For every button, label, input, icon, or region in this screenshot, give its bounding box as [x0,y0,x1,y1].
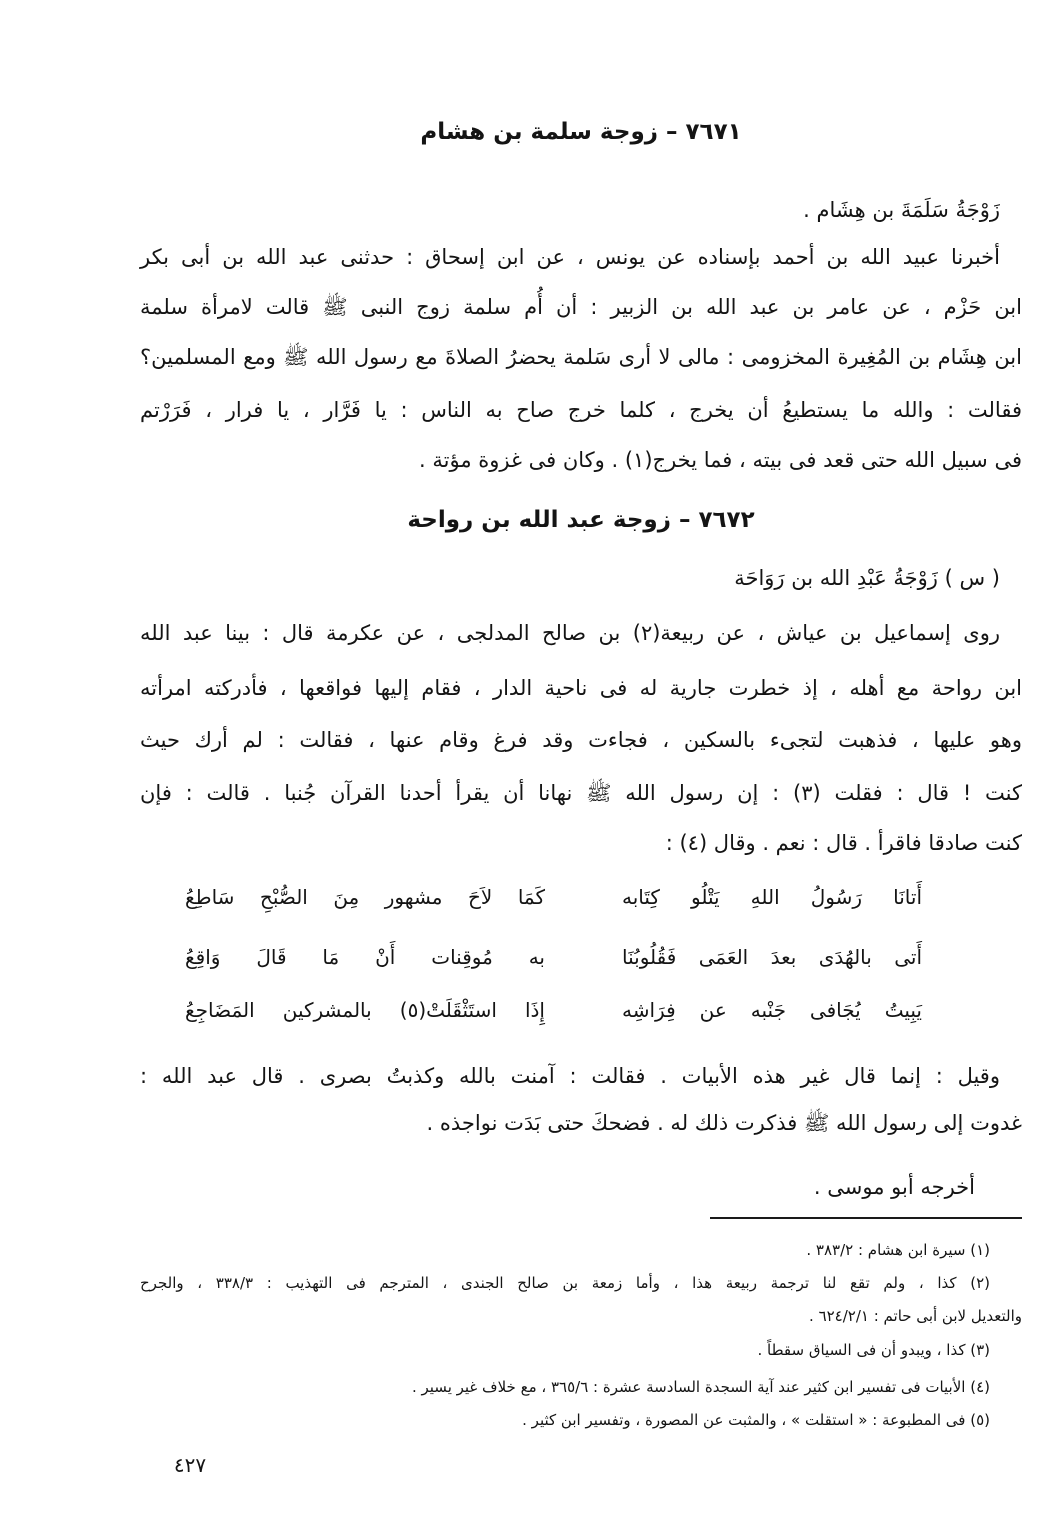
entry-heading: ٧٦٧٢ – زوجة عبد الله بن رواحة [407,507,755,533]
poem-first-hemistich: أَتى بالهُدَى بعدَ العَمَى فَقُلُوبُنَا [622,945,922,969]
footnote-line: والتعديل لابن أبى حاتم : ٦٢٤/٢/١ . [809,1307,1022,1325]
paragraph-line: وهو عليها ، فذهبت لتجىء بالسكين ، فجاءت وقد فرغ وقام عنها ، فقالت : لم أرك حيث [140,728,1022,752]
paragraph-line: فقالت : والله ما يستطيعُ أن يخرج ، كلما خرج صاح به الناس : يا فَرَّار ، يا فرار ، فَرَرْتم [140,398,1022,422]
footnote-line: (٢) كذا ، ولم تقع لنا ترجمة ربيعة هذا ، وأما زمعة بن صالح الجندى ، المترجم فى التهذيب : ٣٣٨/٣ ، والجرح [140,1274,990,1292]
paragraph-line: روى إسماعيل بن عياش ، عن ربيعة(٢) بن صالح المدلجى ، عن عكرمة قال : بينا عبد الله [140,621,1000,645]
entry-name: ( س ) زَوْجَةُ عَبْدِ الله بن رَوَاحَة [734,566,1000,590]
paragraph-line: غدوت إلى رسول الله ﷺ فذكرت ذلك له . فضحكَ حتى بَدَت نواجذه . [426,1111,1022,1135]
poem-second-hemistich: كَمَا لاَحَ مشهور مِنَ الصُّبْحِ سَاطِعُ [185,885,545,909]
footnote-line: (١) سيرة ابن هشام : ٣٨٣/٢ . [806,1241,990,1259]
entry-name: زَوْجَةُ سَلَمَةَ بن هِشَام . [803,198,1000,222]
paragraph-line: ابن حَزْم ، عن عامر بن عبد الله بن الزبير : أن أُم سلمة زوج النبى ﷺ قالت لامرأة سلمة [140,295,1022,319]
paragraph-line: ابن رواحة مع أهله ، إذ خطرت جارية له فى ناحية الدار ، فقام إليها فواقعها ، فأدركته امرأته [140,676,1022,700]
footnote-divider [710,1217,1022,1219]
paragraph-line: كنت ! قال : فقلت (٣) : إن رسول الله ﷺ نهانا أن يقرأ أحدنا القرآن جُنبا . قالت : فإن [140,781,1022,805]
footnote-line: (٤) الأبيات فى تفسير ابن كثير عند آية السجدة السادسة عشرة : ٣٦٥/٦ ، مع خلاف غير يسير . [411,1378,990,1396]
poem-first-hemistich: يَبِيتُ يُجَافى جَنْبه عن فِرَاشِه [622,998,922,1022]
poem-first-hemistich: أَتانَا رَسُولُ اللهِ يَتْلُو كِتَابه [622,885,922,909]
paragraph-line: ابن هِشَام بن المُغِيرة المخزومى : مالى لا أرى سَلمة يحضرُ الصلاةَ مع رسول الله ﷺ ومع المسلمين؟ [140,345,1022,369]
footnote-line: (٥) فى المطبوعة : « استقلت » ، والمثبت عن المصورة ، وتفسير ابن كثير . [522,1411,990,1429]
paragraph-line: وقيل : إنما قال غير هذه الأبيات . فقالت : آمنت بالله وكذبتُ بصرى . قال عبد الله : [140,1064,1000,1088]
entry-heading: ٧٦٧١ – زوجة سلمة بن هشام [420,119,742,145]
poem-second-hemistich: به مُوقِنات أَنْ مَا قَالَ وَاقِعُ [185,945,545,969]
paragraph-line: أخبرنا عبيد الله بن أحمد بإسناده عن يونس ، عن ابن إسحاق : حدثنى عبد الله بن أبى بكر [140,245,1000,269]
footnote-line: (٣) كذا ، ويبدو أن فى السياق سقطاً . [757,1341,990,1359]
paragraph-line: كنت صادقا فاقرأ . قال : نعم . وقال (٤) : [665,831,1022,855]
source-note: أخرجه أبو موسى . [813,1175,975,1199]
paragraph-line: فى سبيل الله حتى قعد فى بيته ، فما يخرج(١) . وكان فى غزوة مؤتة . [419,448,1022,472]
page-number: ٤٢٧ [173,1453,207,1477]
poem-second-hemistich: إِذَا استَثْقَلَتْ(٥) بالمشركين المَضَاجِعُ [185,998,545,1022]
